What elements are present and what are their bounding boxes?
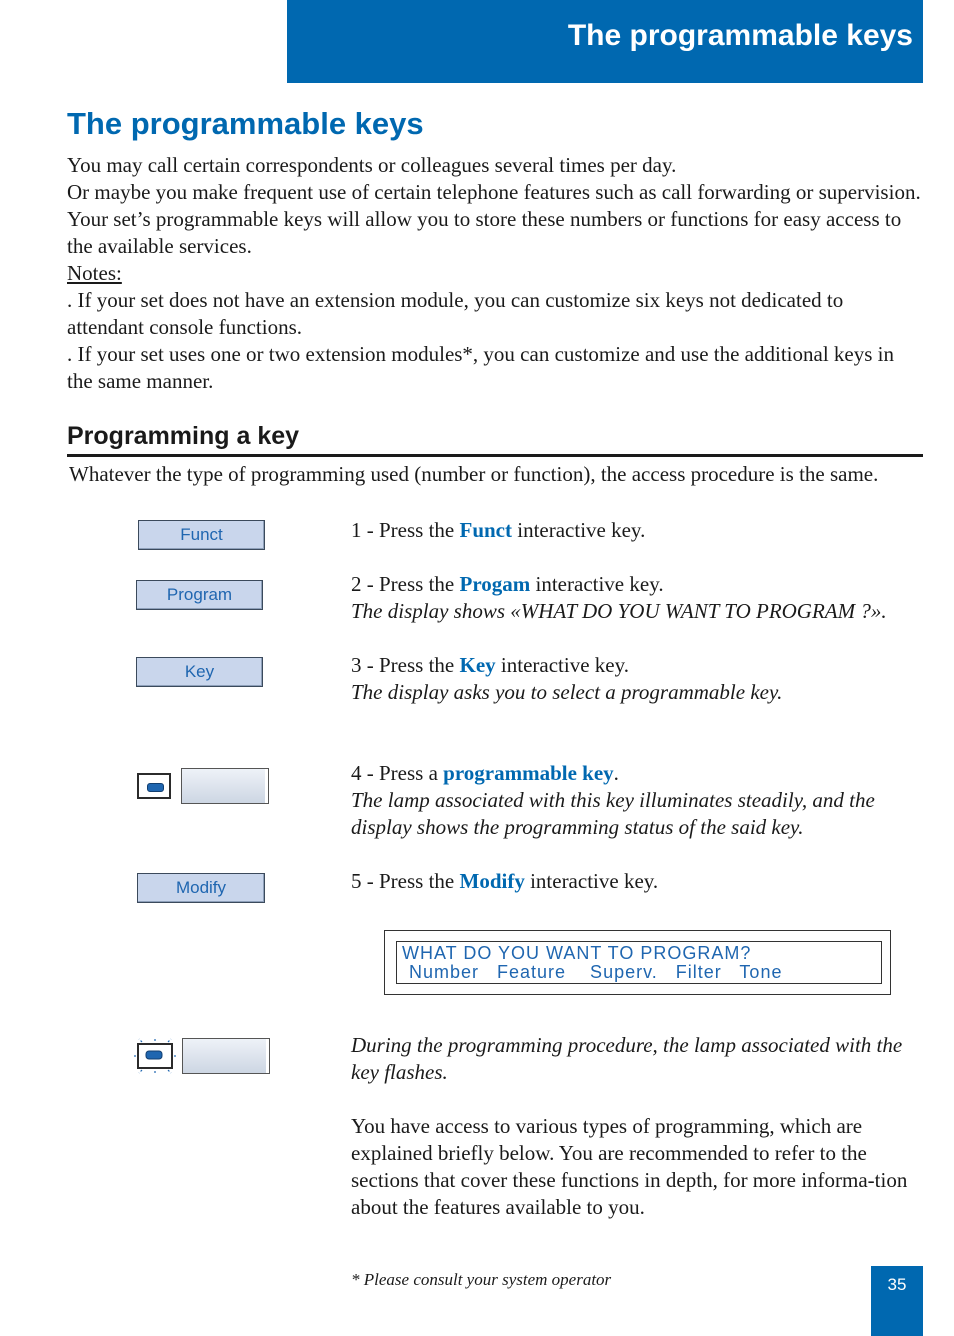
step-5-keyword: Modify (459, 869, 525, 893)
display-screen (396, 941, 882, 984)
flashing-lamp-icon (132, 1038, 178, 1074)
step-2 (351, 571, 923, 625)
after-text (351, 1032, 911, 1221)
step-4-post: . (613, 761, 619, 785)
step-4-pre: 4 - Press a (351, 761, 444, 785)
phone-display (384, 930, 891, 995)
programmable-key-button[interactable] (181, 768, 269, 804)
step-2-pre: 2 - Press the (351, 572, 460, 596)
display-line-2: Number Feature Superv. Filter Tone (409, 962, 783, 982)
step-2-note: The display shows «WHAT DO YOU WANT TO PROGRAM ?». (351, 599, 887, 623)
flash-note: During the programming procedure, the lamp associated with the key flashes. (351, 1033, 903, 1084)
note-1: . If your set does not have an extension module, you can customize six keys not dedicated to attendant console functions. (67, 288, 844, 339)
step-3-keyword: Key (459, 653, 496, 677)
programmable-key-flashing-button[interactable] (182, 1038, 270, 1074)
section-heading (67, 421, 923, 457)
step-3-post: interactive key. (495, 653, 629, 677)
header-band (287, 0, 923, 83)
step-5-post: interactive key. (524, 869, 659, 893)
step-1-pre: 1 - Press the (351, 518, 460, 542)
note-2: . If your set uses one or two extension modules*, you can customize and use the additional keys in the same manner. (67, 342, 894, 393)
footnote: * Please consult your system operator (351, 1270, 612, 1289)
funct-softkey[interactable]: Funct (138, 520, 265, 550)
intro-paragraph-1: You may call certain correspondents or colleagues several times per day. (67, 153, 677, 177)
step-2-post: interactive key. (530, 572, 664, 596)
step-3-note: The display asks you to select a programmable key. (351, 680, 783, 704)
lamp-icon (137, 773, 171, 799)
notes-label: Notes: (67, 261, 122, 285)
step-5 (351, 868, 923, 895)
header-title: The programmable keys (567, 19, 913, 52)
key-softkey[interactable]: Key (136, 657, 263, 687)
step-1 (351, 517, 923, 544)
program-softkey[interactable]: Program (136, 580, 263, 610)
step-4-keyword: programmable key (443, 761, 614, 785)
step-1-post: interactive key. (512, 518, 646, 542)
intro-text (67, 152, 923, 395)
step-2-keyword: Progam (459, 572, 531, 596)
section-heading-text: Programming a key (67, 422, 300, 450)
step-1-keyword: Funct (459, 518, 512, 542)
lamp-led (147, 783, 164, 792)
modify-softkey[interactable]: Modify (137, 873, 265, 903)
display-line-1: WHAT DO YOU WANT TO PROGRAM? (402, 943, 752, 963)
step-4-note: The lamp associated with this key illuminates steadily, and the display shows the programming status of the said key. (351, 788, 875, 839)
section-intro: Whatever the type of programming used (number or function), the access procedure is the same. (69, 462, 879, 486)
page-number: 35 (871, 1266, 923, 1336)
programming-types-paragraph: You have access to various types of programming, which are explained briefly below. You are recommended to refer to the sections that cover these functions in depth, for more informa-tion about the features available to you. (351, 1114, 908, 1219)
step-5-pre: 5 - Press the (351, 869, 460, 893)
intro-paragraph-2: Or maybe you make frequent use of certain telephone features such as call forwarding or supervision. Your set’s programmable keys will allow you to store these numbers or functions for easy access to the available services. (67, 180, 921, 258)
step-3-pre: 3 - Press the (351, 653, 460, 677)
step-3 (351, 652, 923, 706)
page-title: The programmable keys (67, 106, 424, 141)
step-4 (351, 760, 923, 841)
